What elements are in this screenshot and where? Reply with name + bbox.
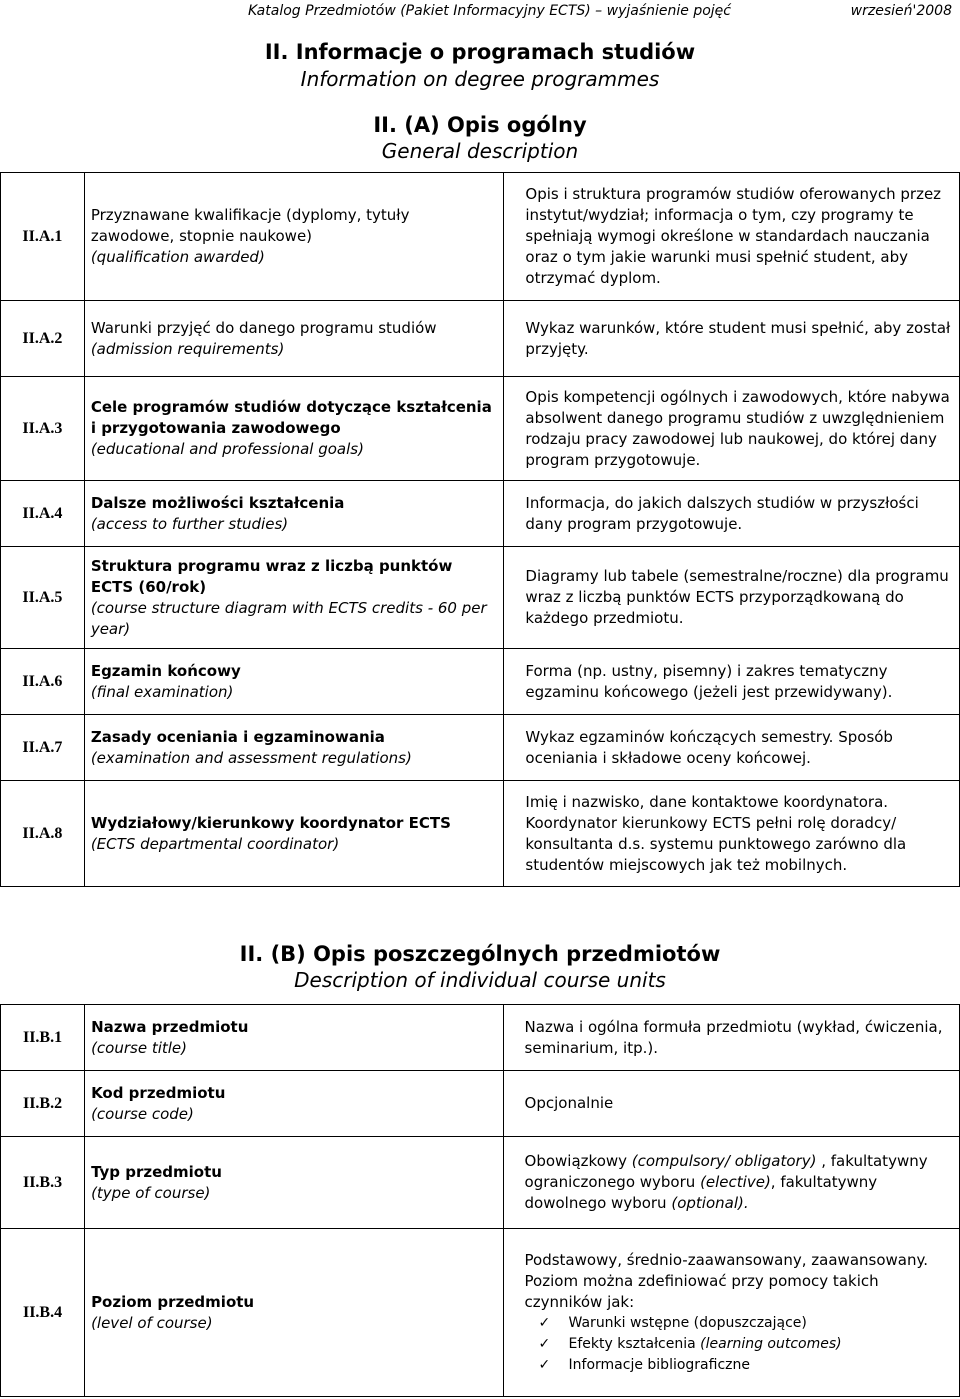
row-id: II.B.4 — [1, 1229, 85, 1397]
table-course-units — [0, 1004, 960, 1397]
row-id: II.B.2 — [1, 1071, 85, 1137]
row-id: II.A.1 — [1, 173, 85, 301]
checkmark-icon: ✓ — [538, 1356, 551, 1373]
section-title: II. Informacje o programach studiów — [264, 40, 696, 64]
row-description: Wykaz warunków, które student musi spełnić, aby został przyjęty. — [504, 301, 960, 377]
row-description: Podstawowy, średnio-zaawansowany, zaawansowany. Poziom można zdefiniować przy pomocy takich czynników jak: ✓ Warunki wstępne (dopuszczające) ✓ Efekty kształcenia (learning outcomes) ✓ Informacje bibliograficzne — [503, 1229, 959, 1397]
row-name: Cele programów studiów dotyczące kształcenia i przygotowania zawodowego (educational and professional goals) — [84, 377, 504, 481]
table-row — [1, 301, 960, 377]
table-general-description — [0, 172, 960, 887]
row-name: Przyznawane kwalifikacje (dyplomy, tytuły zawodowe, stopnie naukowe) (qualification awarded) — [84, 173, 504, 301]
row-name: Wydziałowy/kierunkowy koordynator ECTS (ECTS departmental coordinator) — [84, 781, 504, 887]
row-description: Obowiązkowy (compulsory/ obligatory) , fakultatywny ograniczonego wyboru (elective), fakultatywny dowolnego wyboru (optional). — [503, 1137, 959, 1229]
checklist-item: ✓ Warunki wstępne (dopuszczające) — [525, 1313, 959, 1334]
row-description: Nazwa i ogólna formuła przedmiotu (wykład, ćwiczenia, seminarium, itp.). — [503, 1005, 959, 1071]
row-description: Forma (np. ustny, pisemny) i zakres tematyczny egzaminu końcowego (jeżeli jest przewidywany). — [504, 649, 960, 715]
row-name: Typ przedmiotu (type of course) — [85, 1137, 503, 1229]
table-row — [1, 1137, 960, 1229]
table-row — [1, 1071, 960, 1137]
row-id: II.A.3 — [1, 377, 85, 481]
row-id: II.B.3 — [1, 1137, 85, 1229]
table-row — [1, 481, 960, 547]
row-id: II.B.1 — [1, 1005, 85, 1071]
row-id: II.A.7 — [1, 715, 85, 781]
row-name: Nazwa przedmiotu (course title) — [85, 1005, 503, 1071]
row-description: Opis i struktura programów studiów oferowanych przez instytut/wydział; informacja o tym, czy programy te spełniają wymogi określone w standardach nauczania oraz o tym jakie warunki musi spełnić student, aby otrzymać dyplom. — [504, 173, 960, 301]
checklist-item: ✓ Informacje bibliograficzne — [525, 1355, 959, 1376]
table-row — [1, 377, 960, 481]
row-name: Kod przedmiotu (course code) — [85, 1071, 503, 1137]
checkmark-icon: ✓ — [538, 1314, 551, 1331]
row-name: Poziom przedmiotu (level of course) — [85, 1229, 503, 1397]
table-row — [1, 781, 960, 887]
row-name: Dalsze możliwości kształcenia (access to further studies) — [84, 481, 504, 547]
section-b-subtitle: Description of individual course units — [294, 968, 666, 992]
row-description: Diagramy lub tabele (semestralne/roczne) dla programu wraz z liczbą punktów ECTS przyporządkowaną do każdego przedmiotu. — [504, 547, 960, 649]
row-id: II.A.8 — [1, 781, 85, 887]
row-id: II.A.2 — [1, 301, 85, 377]
row-name: Struktura programu wraz z liczbą punktów ECTS (60/rok) (course structure diagram with ECTS credits - 60 per year) — [84, 547, 504, 649]
row-description: Imię i nazwisko, dane kontaktowe koordynatora. Koordynator kierunkowy ECTS pełni rolę doradcy/ konsultanta d.s. systemu punktowego zarówno dla studentów miejscowych jak też mobilnych. — [504, 781, 960, 887]
row-description: Opis kompetencji ogólnych i zawodowych, które nabywa absolwent danego programu studiów z uwzględnieniem rodzaju pracy zawodowej lub naukowej, do której dany program przygotowuje. — [504, 377, 960, 481]
checkmark-icon: ✓ — [538, 1335, 551, 1352]
table-row — [1, 173, 960, 301]
checklist-item: ✓ Efekty kształcenia (learning outcomes) — [525, 1334, 959, 1355]
section-a-subtitle: General description — [381, 139, 579, 163]
row-description: Wykaz egzaminów kończących semestry. Sposób oceniania i składowe oceny końcowej. — [504, 715, 960, 781]
header-date: wrzesień'2008 — [850, 3, 952, 19]
row-name: Warunki przyjęć do danego programu studiów (admission requirements) — [84, 301, 504, 377]
section-subtitle: Information on degree programmes — [300, 67, 660, 91]
table-row — [1, 1005, 960, 1071]
table-row — [1, 547, 960, 649]
table-row — [1, 1229, 960, 1397]
header-document-title: Katalog Przedmiotów (Pakiet Informacyjny ECTS) – wyjaśnienie pojęć — [248, 3, 731, 19]
row-id: II.A.6 — [1, 649, 85, 715]
row-name: Egzamin końcowy (final examination) — [84, 649, 504, 715]
row-name: Zasady oceniania i egzaminowania (examination and assessment regulations) — [84, 715, 504, 781]
section-b-title: II. (B) Opis poszczególnych przedmiotów — [239, 942, 721, 966]
row-id: II.A.4 — [1, 481, 85, 547]
section-a-title: II. (A) Opis ogólny — [373, 113, 587, 137]
row-id: II.A.5 — [1, 547, 85, 649]
row-description: Opcjonalnie — [503, 1071, 959, 1137]
row-description: Informacja, do jakich dalszych studiów w przyszłości dany program przygotowuje. — [504, 481, 960, 547]
table-row — [1, 715, 960, 781]
table-row — [1, 649, 960, 715]
